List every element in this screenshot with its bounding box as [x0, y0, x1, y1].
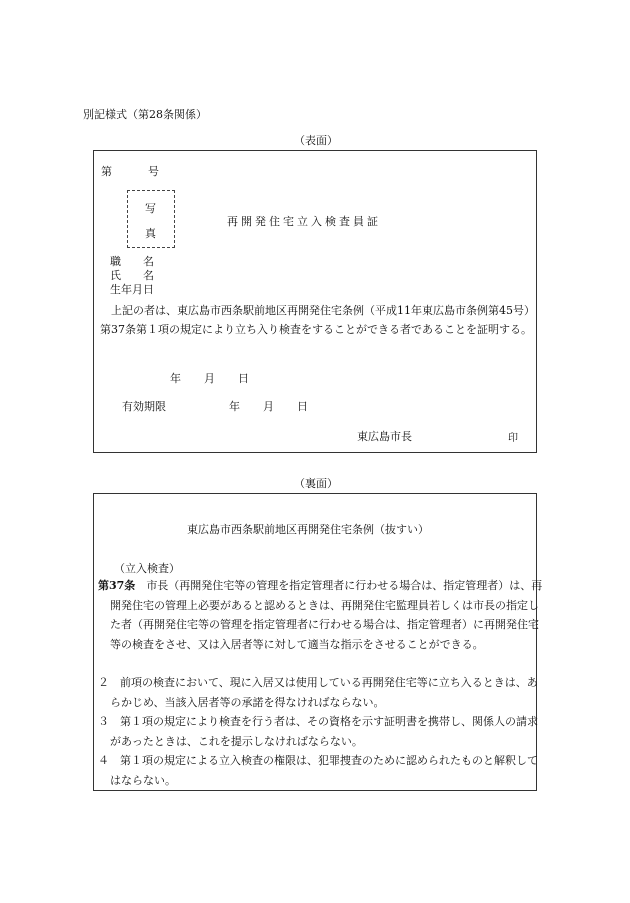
number-suffix: 号	[148, 165, 159, 178]
card-title: 再開発住宅立入検査員証	[227, 215, 381, 228]
number-prefix: 第	[101, 165, 112, 178]
item-text: 第１項の規定による立入検査の権限は、犯罪捜査のために認められたものと解釈してはならない。	[110, 754, 538, 787]
issue-day: 日	[238, 372, 249, 385]
field-name: 氏 名	[110, 269, 154, 282]
article-text: 市長（再開発住宅等の管理を指定管理者に行わせる場合は、指定管理者）は、再開発住宅の管理上必要があると認めるときは、再開発住宅監理員若しくは市長の指定した者（再開発住宅等の管理を指定管理者に行わせる場合は、指定管理者）に再開発住宅等の検査をさせ、又は入居者等に対して適当な指示をさせることができる。	[110, 579, 543, 651]
photo-char-2: 真	[145, 227, 156, 240]
validity-label: 有効期限	[122, 400, 166, 413]
article-number: 第37条	[98, 579, 136, 592]
photo-char-1: 写	[145, 202, 156, 215]
item-text: 前項の検査において、現に入居又は使用している再開発住宅等に立ち入るときは、あらかじめ、当該入居者等の承諾を得なければならない。	[110, 676, 538, 709]
valid-month: 月	[263, 400, 274, 413]
excerpt-title: 東広島市西条駅前地区再開発住宅条例（抜すい）	[187, 523, 429, 536]
article-item-2	[98, 673, 544, 712]
back-section-label: （裏面）	[294, 477, 338, 490]
valid-year: 年	[229, 400, 240, 413]
item-number: ３	[98, 715, 109, 728]
issuer: 東広島市長	[357, 430, 412, 443]
article-caption: （立入検査）	[114, 562, 180, 575]
certificate-text: 上記の者は、東広島市西条駅前地区再開発住宅条例（平成11年東広島市条例第45号）第37条第１項の規定により立ち入り検査をすることができる者であることを証明する。	[100, 304, 532, 336]
valid-day: 日	[297, 400, 308, 413]
item-text: 第１項の規定により検査を行う者は、その資格を示す証明書を携帯し、関係人の請求があったときは、これを提示しなければならない。	[110, 715, 538, 748]
item-number: ４	[98, 754, 109, 767]
issue-year: 年	[170, 372, 181, 385]
article-37	[98, 576, 544, 654]
article-item-3	[98, 712, 544, 751]
front-section-label: （表面）	[294, 134, 338, 147]
item-number: ２	[98, 676, 109, 689]
issue-month: 月	[204, 372, 215, 385]
field-birthdate: 生年月日	[110, 283, 154, 296]
field-position: 職 名	[110, 255, 154, 268]
article-item-4	[98, 751, 544, 790]
seal-mark: 印	[508, 433, 518, 444]
form-label: 別記様式（第28条関係）	[83, 108, 207, 121]
